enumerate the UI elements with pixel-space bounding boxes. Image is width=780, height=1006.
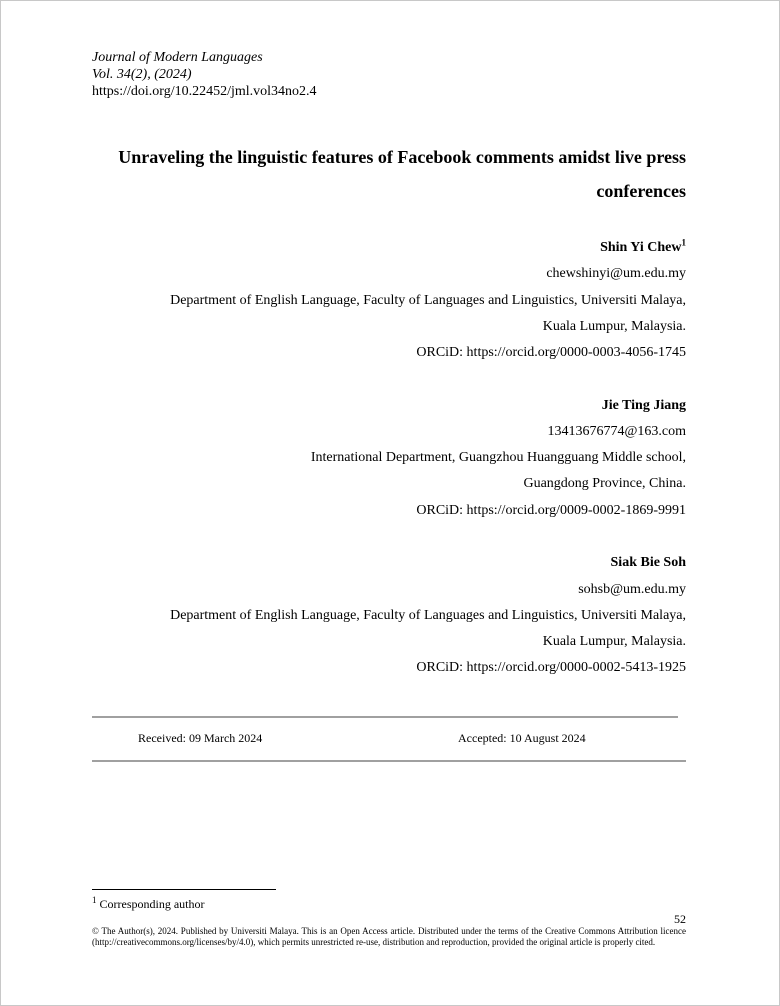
author-affiliation: Department of English Language, Faculty of Languages and Linguistics, Universiti Malaya, bbox=[170, 293, 686, 308]
author-orcid[interactable]: ORCiD: https://orcid.org/0009-0002-1869-9991 bbox=[416, 503, 686, 518]
author-name: Shin Yi Chew$^1$ bbox=[600, 237, 686, 255]
received-date: Received: 09 March 2024 bbox=[138, 731, 263, 745]
author-email[interactable]: chewshinyi@um.edu.my bbox=[546, 266, 686, 281]
author-affiliation-location: Kuala Lumpur, Malaysia. bbox=[542, 634, 686, 649]
dates-top-rule bbox=[92, 716, 678, 718]
author-orcid[interactable]: ORCiD: https://orcid.org/0000-0002-5413-1925 bbox=[416, 660, 686, 675]
license-notice: © The Author(s), 2024. Published by Universiti Malaya. This is an Open Access article. Distributed under the terms of the Creative Commons Attribution licence (http://creativecommons.org/licenses/by/4.0), which permits unrestricted re-use, distribution and reproduction, provided the original article is properly cited. bbox=[92, 926, 686, 947]
author-affiliation: International Department, Guangzhou Huangguang Middle school, bbox=[310, 450, 686, 465]
journal-volume: Vol. 34(2), (2024) bbox=[92, 67, 192, 82]
author-email[interactable]: sohsb@um.edu.my bbox=[578, 582, 686, 597]
footnote-rule bbox=[92, 889, 276, 890]
article-title: Unraveling the linguistic features of Facebook comments amidst live press conferences bbox=[118, 147, 686, 201]
author-name: Jie Ting Jiang bbox=[601, 398, 686, 413]
footnote-marker: 1 bbox=[92, 895, 97, 905]
author-email[interactable]: 13413676774@163.com bbox=[547, 424, 686, 439]
author-affiliation-location: Guangdong Province, China. bbox=[523, 476, 686, 491]
author-affiliation-location: Kuala Lumpur, Malaysia. bbox=[542, 319, 686, 334]
journal-name: Journal of Modern Languages bbox=[92, 50, 263, 65]
author-footnote-marker: 1 bbox=[681, 237, 686, 248]
dates-bottom-rule bbox=[92, 760, 686, 762]
footnote: $^1$ Corresponding author bbox=[92, 895, 205, 911]
author-orcid[interactable]: ORCiD: https://orcid.org/0000-0003-4056-1745 bbox=[416, 345, 686, 360]
accepted-date: Accepted: 10 August 2024 bbox=[458, 731, 586, 745]
author-name: Siak Bie Soh bbox=[610, 555, 686, 570]
page-number: 52 bbox=[674, 912, 686, 926]
doi-link[interactable]: https://doi.org/10.22452/jml.vol34no2.4 bbox=[92, 84, 317, 99]
author-affiliation: Department of English Language, Faculty of Languages and Linguistics, Universiti Malaya, bbox=[170, 608, 686, 623]
